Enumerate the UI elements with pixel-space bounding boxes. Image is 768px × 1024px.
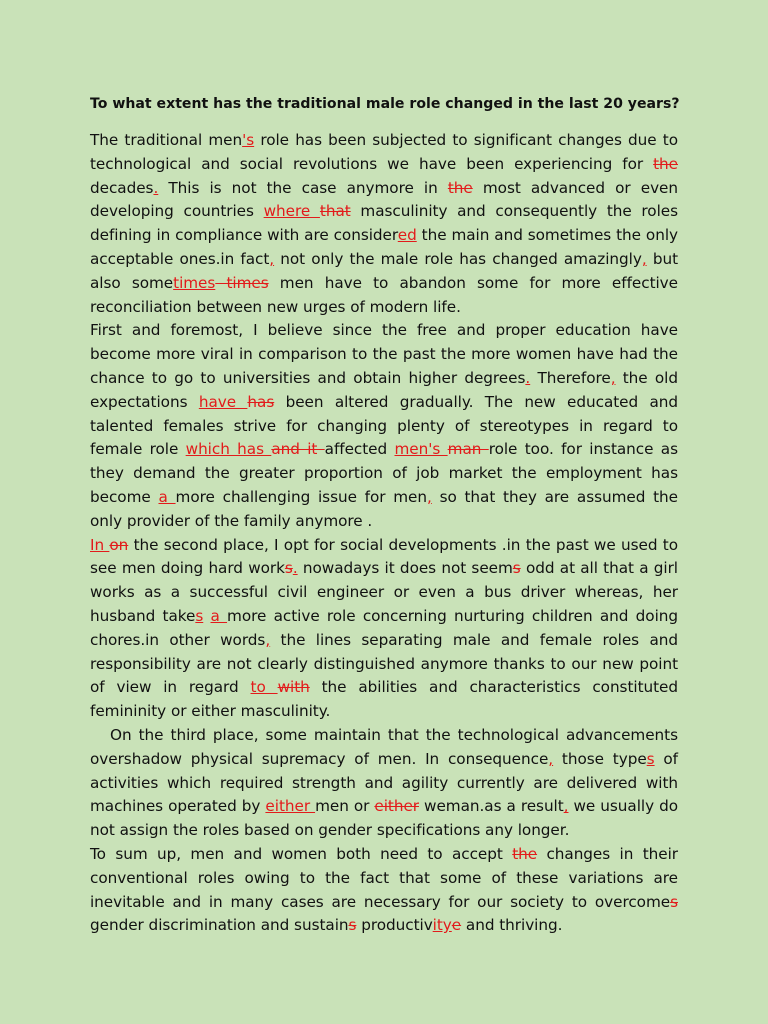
essay-text: nowadays it does not seem (297, 559, 513, 578)
essay-paragraph (90, 129, 678, 319)
correction-insertion: either (265, 797, 316, 816)
correction-deletion: e (451, 916, 462, 935)
correction-deletion: the (653, 154, 678, 173)
correction-insertion: , (610, 368, 616, 387)
essay-text: changes in their conventional roles owing to the fact that some of these variations are inevitable and in many cases are necessary for our society to overcome (90, 844, 678, 911)
correction-insertion: . (525, 368, 531, 387)
essay-title: To what extent has the traditional male role changed in the last 20 years? (90, 96, 680, 112)
essay-text: This is not the case anymore in (158, 178, 448, 197)
essay-paragraph (90, 724, 678, 843)
essay-paragraph (90, 534, 678, 724)
correction-deletion: times (215, 273, 269, 292)
essay-text: First and foremost, I believe since the free and proper education have become more viral in comparison to the past the more women have had the chance to go to universities and obtain higher degrees (90, 321, 678, 387)
essay-text: men have to abandon some for more effective reconciliation between new urges of modern life. (90, 273, 678, 316)
essay-paragraph (90, 319, 678, 533)
essay-text: most advanced or even developing countries (90, 178, 678, 221)
correction-deletion: that (319, 202, 351, 221)
essay-text: been altered gradually. The new educated and talented females strive for changing plenty of stereotypes in regard to female role (90, 392, 679, 459)
essay-text: the lines separating male and female roles and responsibility are not clearly distinguished anymore thanks to our new point of view in regard (90, 630, 678, 697)
essay-text: the abilities and characteristics constituted femininity or either masculinity. (90, 678, 679, 721)
correction-insertion: , (563, 797, 569, 816)
correction-insertion: . (153, 178, 159, 197)
essay-text: odd at all that a girl works as a successful civil engineer or even a bus driver whereas, her husband take (90, 559, 678, 625)
essay-paragraph (90, 843, 678, 938)
correction-deletion: on (109, 535, 129, 554)
essay-text: of activities which required strength and agility currently are delivered with machines operated by (90, 749, 678, 816)
correction-insertion: times (173, 273, 216, 292)
essay-text: role has been subjected to significant changes due to technological and social revolutions we have been experiencing for (90, 131, 678, 173)
essay-text: masculinity and consequently the roles defining in compliance with are consider (90, 202, 678, 245)
correction-deletion: man (447, 440, 489, 459)
essay-text: The traditional men (90, 131, 243, 149)
correction-insertion: , (548, 749, 554, 768)
correction-insertion: , (269, 249, 275, 268)
essay-text: more challenging issue for men (175, 487, 427, 506)
essay-text: more active role concerning nurturing children and doing chores.in other words (90, 606, 679, 649)
correction-deletion: s (348, 916, 357, 935)
essay-text: those type (553, 749, 647, 768)
essay-text: role too. for instance as they demand the greater proportion of job market the employment has become (90, 440, 678, 506)
correction-insertion: , (641, 249, 647, 268)
correction-insertion: s (195, 606, 204, 625)
essay-text: not only the male role has changed amazingly (274, 249, 642, 268)
essay-text: decades (90, 178, 154, 197)
correction-deletion: the (512, 844, 538, 863)
correction-deletion: s (670, 892, 678, 911)
essay-text: and thriving. (461, 916, 563, 935)
correction-deletion: has (247, 392, 275, 411)
correction-insertion: a (210, 606, 228, 625)
document-page (90, 92, 678, 938)
correction-deletion: the (447, 178, 473, 197)
essay-text: men or (315, 797, 375, 816)
essay-text (203, 607, 210, 625)
essay-body (90, 129, 678, 938)
correction-insertion: a (158, 487, 176, 506)
correction-insertion: men's (394, 440, 448, 459)
correction-insertion: where (263, 202, 320, 221)
correction-deletion: and it (271, 440, 325, 459)
correction-insertion: ed (397, 226, 417, 245)
essay-text: the main and sometimes the only acceptable ones.in fact (90, 226, 678, 268)
correction-insertion: s (646, 749, 655, 768)
correction-insertion: 's (242, 131, 255, 149)
essay-text: so that they are assumed the only provider of the family anymore . (90, 487, 679, 530)
correction-insertion: have (198, 392, 248, 411)
correction-insertion: In (90, 535, 110, 554)
correction-deletion: s (512, 559, 521, 578)
essay-text: Therefore (530, 368, 611, 387)
correction-insertion: to (250, 678, 278, 697)
essay-text: the second place, I opt for social developments .in the past we used to see men doing hard work (90, 535, 678, 578)
correction-deletion: with (277, 678, 310, 697)
essay-text: we usually do not assign the roles based on gender specifications any longer. (90, 797, 678, 840)
correction-deletion: s (284, 559, 293, 578)
essay-text: To sum up, men and women both need to accept (90, 844, 513, 863)
essay-text: productiv (356, 916, 433, 935)
essay-text: gender discrimination and sustain (90, 916, 349, 935)
essay-text: but also some (90, 249, 678, 292)
essay-text: affected (324, 440, 395, 459)
essay-text: weman.as a result (419, 797, 564, 816)
correction-deletion: either (374, 797, 419, 816)
correction-insertion: , (427, 487, 432, 506)
correction-insertion: . (292, 559, 298, 578)
correction-insertion: , (265, 630, 271, 649)
correction-insertion: ity (432, 916, 452, 935)
essay-text: On the third place, some maintain that the technological advancements overshadow physical supremacy of men. In consequence (90, 725, 678, 768)
essay-text: the old expectations (90, 368, 678, 411)
correction-insertion: which has (185, 440, 272, 459)
